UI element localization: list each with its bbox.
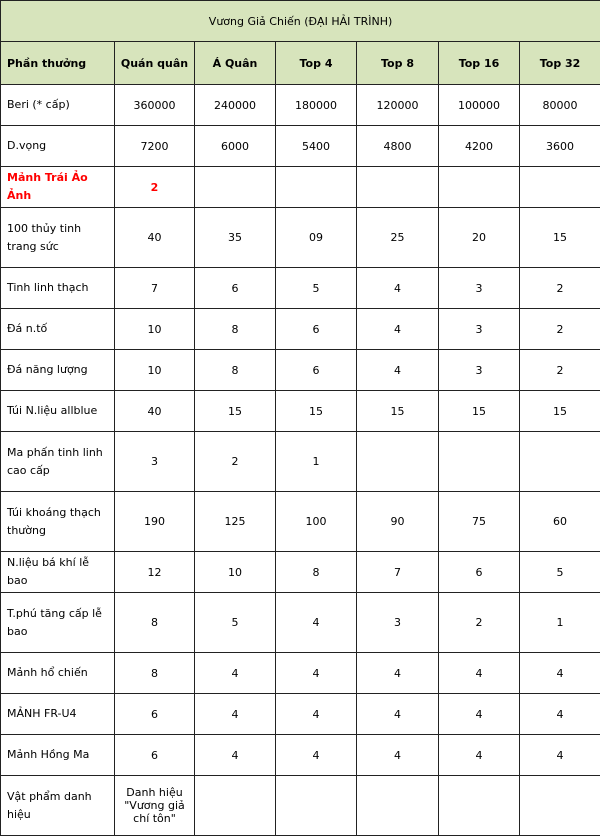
column-header: Quán quân: [115, 42, 195, 85]
row-label: Ma phấn tinh linh cao cấp: [1, 432, 115, 492]
table-cell: 35: [195, 208, 276, 268]
table-cell: 4: [439, 653, 520, 694]
table-cell: 2: [520, 350, 600, 391]
table-cell: 10: [195, 552, 276, 593]
table-cell: 180000: [276, 85, 357, 126]
table-cell: [520, 432, 600, 492]
table-cell: 4: [195, 694, 276, 735]
table-cell: [439, 432, 520, 492]
table-cell: 3: [439, 350, 520, 391]
table-cell: 90: [357, 492, 439, 552]
table-cell: 4: [520, 694, 600, 735]
table-cell: 4: [520, 653, 600, 694]
column-header: Á Quân: [195, 42, 276, 85]
table-cell: 360000: [115, 85, 195, 126]
table-cell: [357, 776, 439, 836]
table-row: [1, 432, 600, 492]
table-cell: 4: [357, 350, 439, 391]
table-cell: 3: [115, 432, 195, 492]
table-cell: 12: [115, 552, 195, 593]
table-cell: 10: [115, 350, 195, 391]
row-label: 100 thủy tinh trang sức: [1, 208, 115, 268]
table-cell: 15: [195, 391, 276, 432]
row-label: Mảnh hổ chiến: [1, 653, 115, 694]
table-cell: 4: [276, 653, 357, 694]
table-cell: 7: [115, 268, 195, 309]
table-cell: 6: [115, 694, 195, 735]
table-cell: 6: [195, 268, 276, 309]
table-cell: 4: [357, 694, 439, 735]
table-cell: 80000: [520, 85, 600, 126]
table-cell: 10: [115, 309, 195, 350]
row-label: Đá n.tố: [1, 309, 115, 350]
table-cell: 4: [439, 735, 520, 776]
table-row: [1, 350, 600, 391]
table-cell: 15: [520, 208, 600, 268]
table-cell: 2: [195, 432, 276, 492]
table-cell: [357, 167, 439, 208]
table-cell: 20: [439, 208, 520, 268]
table-cell: 2: [520, 268, 600, 309]
column-header: Top 16: [439, 42, 520, 85]
table-cell: 120000: [357, 85, 439, 126]
table-cell: 3: [439, 309, 520, 350]
table-cell: 8: [276, 552, 357, 593]
table-cell: 190: [115, 492, 195, 552]
table-cell: 4: [520, 735, 600, 776]
table-row: [1, 391, 600, 432]
table-cell: 125: [195, 492, 276, 552]
table-cell: 3: [439, 268, 520, 309]
table-cell: 5400: [276, 126, 357, 167]
row-label: Túi N.liệu allblue: [1, 391, 115, 432]
table-row: [1, 268, 600, 309]
table-cell: 4: [195, 653, 276, 694]
table-cell: 100: [276, 492, 357, 552]
table-cell: 6: [276, 350, 357, 391]
table-cell: 4200: [439, 126, 520, 167]
table-cell: 4: [276, 694, 357, 735]
table-row: [1, 552, 600, 593]
column-header: Top 4: [276, 42, 357, 85]
table-cell: 7: [357, 552, 439, 593]
table-cell: [520, 776, 600, 836]
table-cell: 4: [276, 735, 357, 776]
row-label: Tinh linh thạch: [1, 268, 115, 309]
row-label: Vật phẩm danh hiệu: [1, 776, 115, 836]
table-row: [1, 85, 600, 126]
table-row: [1, 653, 600, 694]
table-cell: 60: [520, 492, 600, 552]
table-cell: 8: [195, 350, 276, 391]
table-row: [1, 126, 600, 167]
table-cell: 2: [115, 167, 195, 208]
header-row: [1, 42, 600, 85]
row-label: T.phú tăng cấp lễ bao: [1, 593, 115, 653]
table-cell: 6000: [195, 126, 276, 167]
table-cell: 6: [439, 552, 520, 593]
table-cell: Danh hiệu "Vương giả chí tôn": [115, 776, 195, 836]
table-cell: 8: [115, 653, 195, 694]
table-cell: [439, 167, 520, 208]
table-cell: 6: [276, 309, 357, 350]
title-row: [1, 1, 600, 42]
table-cell: 1: [276, 432, 357, 492]
table-cell: 4: [357, 309, 439, 350]
table-row: [1, 208, 600, 268]
table-cell: 7200: [115, 126, 195, 167]
column-header: Top 32: [520, 42, 600, 85]
table-cell: 4: [357, 735, 439, 776]
row-label: N.liệu bá khí lễ bao: [1, 552, 115, 593]
table-title: Vương Giả Chiến (ĐẠI HẢI TRÌNH): [1, 1, 600, 42]
table-cell: 75: [439, 492, 520, 552]
table-row: [1, 492, 600, 552]
table-cell: 100000: [439, 85, 520, 126]
table-cell: 4800: [357, 126, 439, 167]
table-cell: 3: [357, 593, 439, 653]
table-cell: 5: [276, 268, 357, 309]
table-cell: [195, 776, 276, 836]
table-cell: 6: [115, 735, 195, 776]
table-cell: 5: [520, 552, 600, 593]
table-cell: [276, 167, 357, 208]
column-header: Phần thưởng: [1, 42, 115, 85]
table-cell: 8: [115, 593, 195, 653]
table-cell: 3600: [520, 126, 600, 167]
table-cell: [439, 776, 520, 836]
row-label: Mảnh Trái Ảo Ảnh: [1, 167, 115, 208]
table-cell: 09: [276, 208, 357, 268]
table-cell: 2: [439, 593, 520, 653]
table-cell: 15: [357, 391, 439, 432]
table-row: [1, 309, 600, 350]
table-row: [1, 735, 600, 776]
table-cell: 5: [195, 593, 276, 653]
table-cell: [276, 776, 357, 836]
table-cell: 4: [357, 268, 439, 309]
row-label: MẢNH FR-U4: [1, 694, 115, 735]
table-cell: 240000: [195, 85, 276, 126]
table-cell: 4: [439, 694, 520, 735]
table-cell: 2: [520, 309, 600, 350]
table-cell: 1: [520, 593, 600, 653]
table-cell: 15: [520, 391, 600, 432]
table-cell: 15: [439, 391, 520, 432]
table-cell: 4: [276, 593, 357, 653]
table-cell: 40: [115, 208, 195, 268]
table-row: [1, 167, 600, 208]
table-cell: 40: [115, 391, 195, 432]
table-cell: 4: [195, 735, 276, 776]
row-label: D.vọng: [1, 126, 115, 167]
table-row: [1, 593, 600, 653]
row-label: Mảnh Hồng Ma: [1, 735, 115, 776]
table-cell: 8: [195, 309, 276, 350]
column-header: Top 8: [357, 42, 439, 85]
row-label: Túi khoáng thạch thường: [1, 492, 115, 552]
table-row: [1, 776, 600, 836]
table-cell: 25: [357, 208, 439, 268]
table-cell: [357, 432, 439, 492]
table-cell: 15: [276, 391, 357, 432]
table-cell: [195, 167, 276, 208]
table-cell: [520, 167, 600, 208]
table-cell: 4: [357, 653, 439, 694]
row-label: Đá năng lượng: [1, 350, 115, 391]
table-row: [1, 694, 600, 735]
row-label: Beri (* cấp): [1, 85, 115, 126]
